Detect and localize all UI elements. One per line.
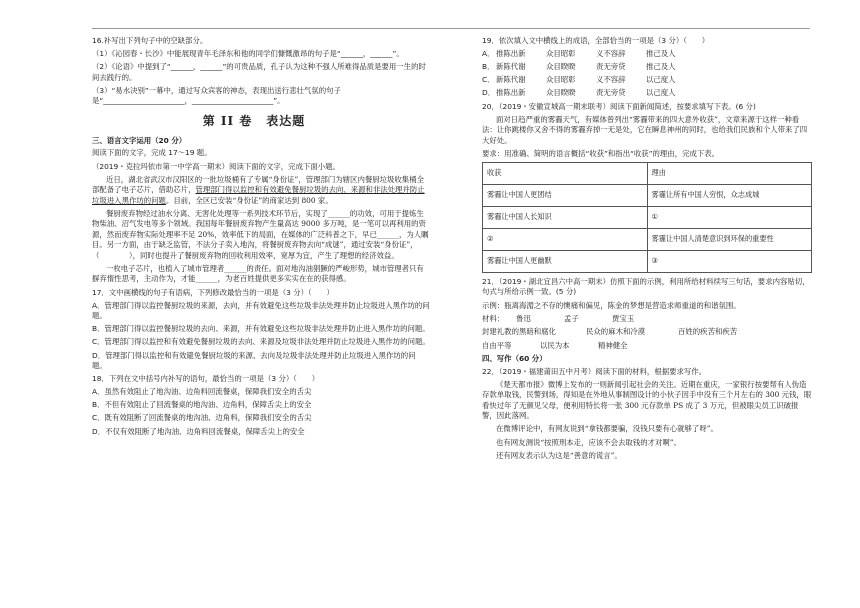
q20-table <box>482 162 812 273</box>
q19-option-c[interactable] <box>482 75 812 86</box>
q22-paragraph-1: 《楚天都市报》微博上发布的一则新闻引起社会的关注。近期在重庆，一家银行按要帮有人伪造存款单取钱，民警到场，得知是在外地从事制图设计的小伙子因手中没有三个月左右的 300 元钱，眼看快过年了无颜见父母，便利用特长将一张 300 元存款单 PS 成了 3 万元，但被眼尖员工识破报警，因此落网。 <box>482 379 812 421</box>
q16-item-2: （2）《论语》中提到了“______，______”的可贵品质，孔子认为这种不强人所难得品质是要用一生的时间去践行的。 <box>92 62 426 82</box>
idiom: 众目睽睽 <box>546 88 576 98</box>
option-letter: D． <box>482 88 496 98</box>
table-cell: 雾霾让中国人更团结 <box>483 184 648 206</box>
answer-cell[interactable]: ① <box>647 206 812 228</box>
material-item: 以民为本 <box>540 340 570 350</box>
left-column <box>92 36 430 440</box>
part-label: 第 II 卷 <box>202 113 253 128</box>
part-title <box>92 113 430 130</box>
passage-paragraph-3: 一枚电子芯片，也植入了城市管理者______的责任。面对地沟油猖獗的严峻形势，城市管理者只有摒弃惰性思考，主动作为，才能______，为老百姓提供更多实实在在的获得感。 <box>92 263 424 284</box>
q19-title: 19．依次填入文中横线上的成语，全部恰当的一项是（3 分）（ ） <box>482 36 710 45</box>
part-name: 表达题 <box>266 113 306 128</box>
q21-material-ideals <box>482 341 812 352</box>
answer-cell[interactable]: ② <box>483 228 648 250</box>
table-cell: 收获 <box>483 162 648 184</box>
table-header-row <box>483 162 812 184</box>
q18-title: 18．下列在文中括号内补写的语句，最恰当的一项是（3 分）（ ） <box>92 374 320 384</box>
q17-option-b[interactable]: B．管理部门得以监控餐厨垃圾的去向、来源，并有效避免这些垃圾非法处理并防止进入黑作坊的问题。 <box>92 324 430 334</box>
material-item: 民众的麻木和冷漠 <box>586 327 646 337</box>
q22-paragraph-3: 也有网友测说“按照刑本走，应该不会去取钱的才对啊”。 <box>496 437 681 447</box>
para1-text-a: 近日，湖北省武汉市汉阳区的一批垃圾桶有了专属“身份证”，管理部门为辖区内餐厨垃圾收集桶全部配备了电子芯片，借助芯片， <box>92 174 424 195</box>
q16-item-3: （3）“易水决别”一幕中，通过写众宾客的神态，表现出送行悲壮气氛的句子是“______________________，______________________”。 <box>92 85 341 106</box>
q21-material-issues <box>482 327 812 338</box>
material-item: 鲁迅 <box>516 313 531 323</box>
material-item: 精神健全 <box>598 340 628 350</box>
material-item: 自由平等 <box>482 340 512 350</box>
q16-title: 16.补写出下列句子中的空缺部分。 <box>92 36 208 45</box>
table-cell: 雾霾让中国人长知识 <box>483 206 648 228</box>
idiom: 责无旁贷 <box>596 88 626 98</box>
right-column <box>482 36 812 464</box>
q18-option-d[interactable]: D．不仅有效阻断了地沟油、边角料回流餐桌，保障舌尖上的安全 <box>92 426 305 436</box>
idiom: 推己及人 <box>646 49 676 59</box>
answer-cell[interactable]: ③ <box>647 250 812 272</box>
option-letter: A． <box>482 49 495 59</box>
table-cell: 雾霾让中国人更幽默 <box>483 250 648 272</box>
idiom: 以己度人 <box>646 75 676 85</box>
reading-instruction: 阅读下面的文字，完成 17～19 题。 <box>92 148 212 158</box>
q18-option-a[interactable]: A．虽然有效阻止了地沟油、边角料回流餐桌，保障我们安全的舌尖 <box>92 387 312 397</box>
passage-paragraph-1 <box>92 175 430 207</box>
table-row <box>483 206 812 228</box>
q20-title: 20．（2019・安徽宣城高一期末联考）阅读下面新闻简述，按要求填写下表。(6 分) <box>482 101 756 111</box>
q18-option-c[interactable]: C．既有效阻断了回流餐桌的地沟油、边角料，保障我们安全的舌尖 <box>92 413 312 423</box>
q17-option-a[interactable]: A．管理部门得以监控餐厨垃圾的来源，去向，并有效避免这些垃圾非法处理并防止垃圾进入黑作坊的问题。 <box>92 300 430 321</box>
material-item: 孟子 <box>564 313 579 323</box>
source-note: （2019・克拉玛依市第一中学高一期末）阅读下面的文字，完成下面小题。 <box>92 161 340 171</box>
table-row <box>483 184 812 206</box>
q17-option-c[interactable]: C．管理部门得以监控和有效避免餐厨垃圾的去向、来源及垃圾非法处理并防止垃圾进入黑作坊的问题。 <box>92 337 430 347</box>
option-letter: C． <box>482 75 495 85</box>
q19-option-d[interactable] <box>482 88 812 99</box>
q17-option-d[interactable]: D．管理部门得以监控和有效避免餐厨垃圾的来源、去向及垃圾非法处理并防止垃圾进入黑作坊的问题。 <box>92 350 416 371</box>
q20-news: 面对日趋严重的雾霾天气，有媒体曾列出“雾霾带来的四大意外收获”，文章来源于这样一种看法：让你跳楼你又舍不得的雾霾弃掉一无是处，它在瞬息神州的同时，也给我们民族和个人带来了四大好处。 <box>482 114 808 145</box>
material-item: 封建礼教的黑暗和腐化 <box>482 327 556 337</box>
q17-title: 17．文中画横线的句子有语病，下列修改最恰当的一项是（3 分）（ ） <box>92 287 334 297</box>
q19-option-b[interactable] <box>482 62 812 73</box>
idiom: 义不容辞 <box>596 49 626 59</box>
q19-option-a[interactable] <box>482 49 812 60</box>
table-cell: 雾霾让中国人清楚意识到环保的重要性 <box>647 228 812 250</box>
q22-paragraph-4: 还有网友表示认为这是“善意的谎言”。 <box>496 450 622 460</box>
option-letter: B． <box>482 62 495 72</box>
q22-paragraph-2: 在微博评论中，有网友说到“拿钱都要骗，没钱只要有心就够了呀”。 <box>496 424 718 434</box>
material-label: 材料： <box>482 313 505 323</box>
table-row <box>483 228 812 250</box>
idiom: 责无旁贷 <box>596 62 626 72</box>
q18-option-b[interactable]: B．不但有效阻止了回流餐桌的地沟油、边角料，保障舌尖上的安全 <box>92 400 312 410</box>
section-3-heading: 三、语言文字运用（20 分） <box>92 135 187 145</box>
passage-paragraph-2: 餐厨废弃物经过油水分离、无害化处理等一系列技术环节后，实现了______的功效，可用于提炼生物柴油、沼气发电等多个领域。我国每年餐厨废弃物产生量高达 9000 多万吨，是一笔可以再利用的资源，然而废弃物实际处理率不足 20%，效率低下的局面，在媒体的广泛科普之下，早已______，为人瞩目。另一方面，由于缺乏监管，不法分子卖入地沟，将餐厨废弃物去向“成谜”，通过安装“身份证”，（ ），同时也提升了餐厨废弃物的回收利用效率，宽厚为宜，产生了理想的经济效益。 <box>92 208 429 260</box>
idiom: 以己度人 <box>646 88 676 98</box>
underlined-sentence: 管理部门得以监控和有效避免餐厨垃圾的去向、来源和非法处理并防止垃圾进入黑作坊的问题 <box>92 185 425 205</box>
idiom: 义不容辞 <box>596 75 626 85</box>
q16-item-1: （1）《沁园春・长沙》中能展现青年毛泽东和他的同学们慷慨激昂的句子是“______，______”。 <box>92 49 404 59</box>
idiom: 新陈代谢 <box>496 75 526 85</box>
table-cell: 雾霾让所有中国人穷恨，众志成城 <box>647 184 812 206</box>
idiom: 推陈出新 <box>496 88 526 98</box>
q21-example: 示例：瓶离海湄之不存的懊痛和偏见，陈金的梦想是营造求师重道的和谐氛围。 <box>482 300 741 310</box>
idiom: 众目睽睽 <box>546 62 576 72</box>
q21-title: 21．（2019・湖北宜昌六中高一期末）仿照下面的示例，利用所给材料续写三句话，要求内容贴切，句式与所给示例一致。(5 分) <box>482 276 810 297</box>
idiom: 众目昭彰 <box>546 49 576 59</box>
material-item: 百姓的疾苦和疾苦 <box>678 327 738 337</box>
table-row <box>483 250 812 272</box>
q21-material-names <box>482 314 812 325</box>
idiom: 众目昭彰 <box>546 75 576 85</box>
idiom: 推己及人 <box>646 62 676 72</box>
idiom: 推陈出新 <box>496 49 526 59</box>
para1-text-b: 。目前，全区已安装“身份证”的商家达到 800 家。 <box>165 195 333 205</box>
material-item: 贾宝玉 <box>612 313 635 323</box>
idiom: 新陈代谢 <box>496 62 526 72</box>
section-4-heading: 四、写作（60 分） <box>482 354 547 364</box>
q22-title: 22．（2019・福建莆田五中月考）阅读下面的材料，根据要求写作。 <box>482 366 707 376</box>
header-rule <box>92 28 810 29</box>
table-cell: 理由 <box>647 162 812 184</box>
q20-requirement: 要求：用准确、简明的语言概括“收获”和指出“收获”的理由，完成下表。 <box>482 148 720 158</box>
